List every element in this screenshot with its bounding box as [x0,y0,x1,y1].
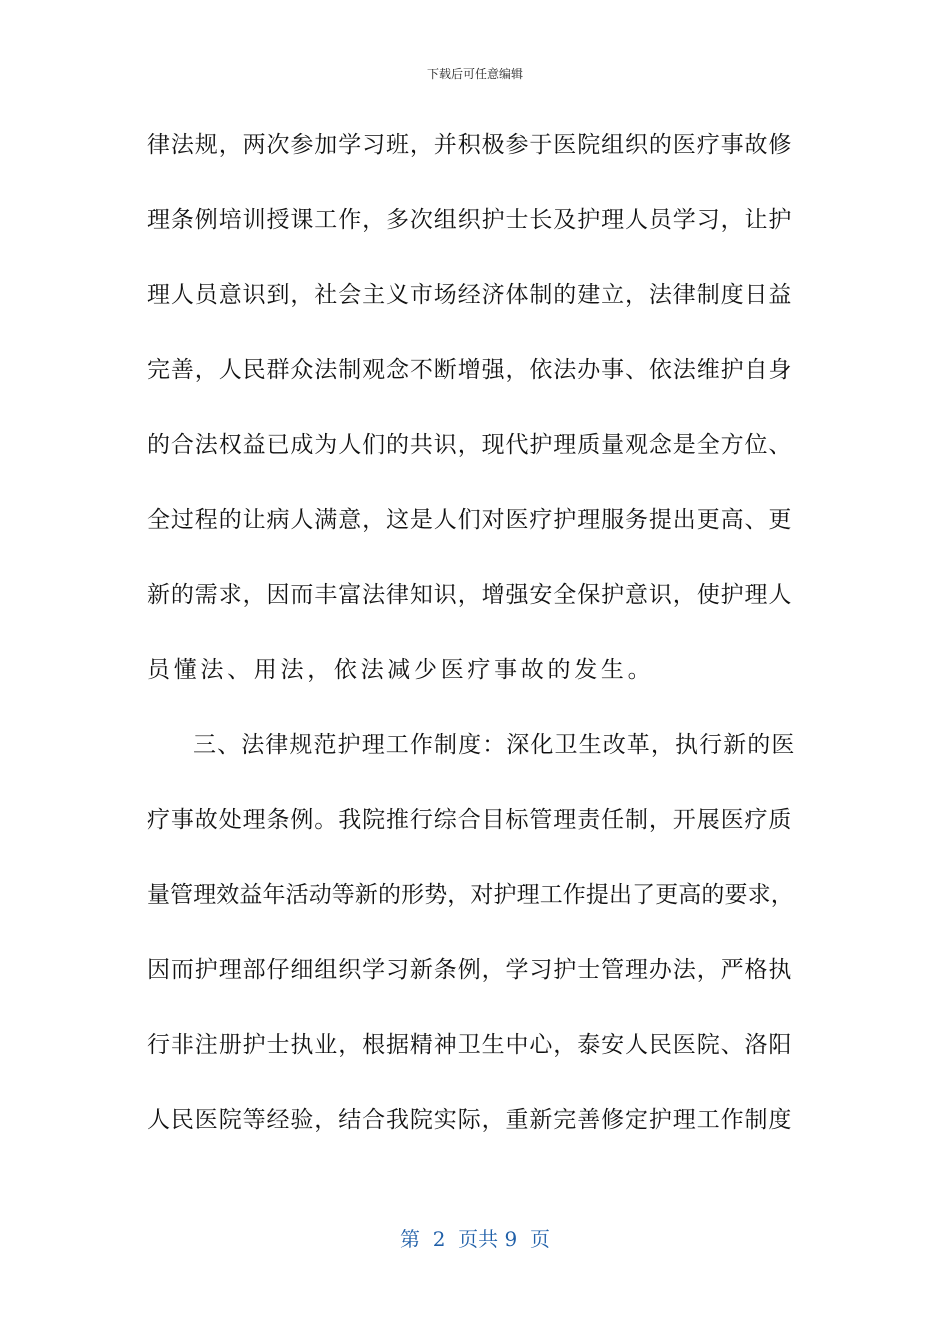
text-line: 量管理效益年活动等新的形势，对护理工作提出了更高的要求， [147,882,794,908]
paragraph-start-line: 三、法律规范护理工作制度：深化卫生改革，执行新的医 [193,732,796,758]
text-line: 律法规，两次参加学习班，并积极参于医院组织的医疗事故修 [147,132,793,158]
text-line: 行非注册护士执业，根据精神卫生中心，泰安人民医院、洛阳 [147,1032,793,1058]
text-line: 理条例培训授课工作，多次组织护士长及护理人员学习，让护 [147,207,793,233]
text-line: 新的需求，因而丰富法律知识，增强安全保护意识，使护理人 [147,582,793,608]
text-line: 全过程的让病人满意，这是人们对医疗护理服务提出更高、更 [147,507,793,533]
text-line: 理人员意识到，社会主义市场经济体制的建立，法律制度日益 [147,282,793,308]
text-line: 员懂法、用法，依法减少医疗事故的发生。 [147,657,655,683]
page-number-footer: 第 2 页共 9 页 [400,1227,550,1251]
document-body [147,122,797,1172]
text-line: 人民医院等经验，结合我院实际，重新完善修定护理工作制度 [147,1107,793,1133]
page-header: 下载后可任意编辑 [426,67,523,81]
text-line: 因而护理部仔细组织学习新条例，学习护士管理办法，严格执 [147,957,793,983]
text-line: 完善，人民群众法制观念不断增强，依法办事、依法维护自身 [147,357,793,383]
text-line: 疗事故处理条例。我院推行综合目标管理责任制，开展医疗质 [147,807,793,833]
text-line: 的合法权益已成为人们的共识，现代护理质量观念是全方位、 [147,432,793,458]
